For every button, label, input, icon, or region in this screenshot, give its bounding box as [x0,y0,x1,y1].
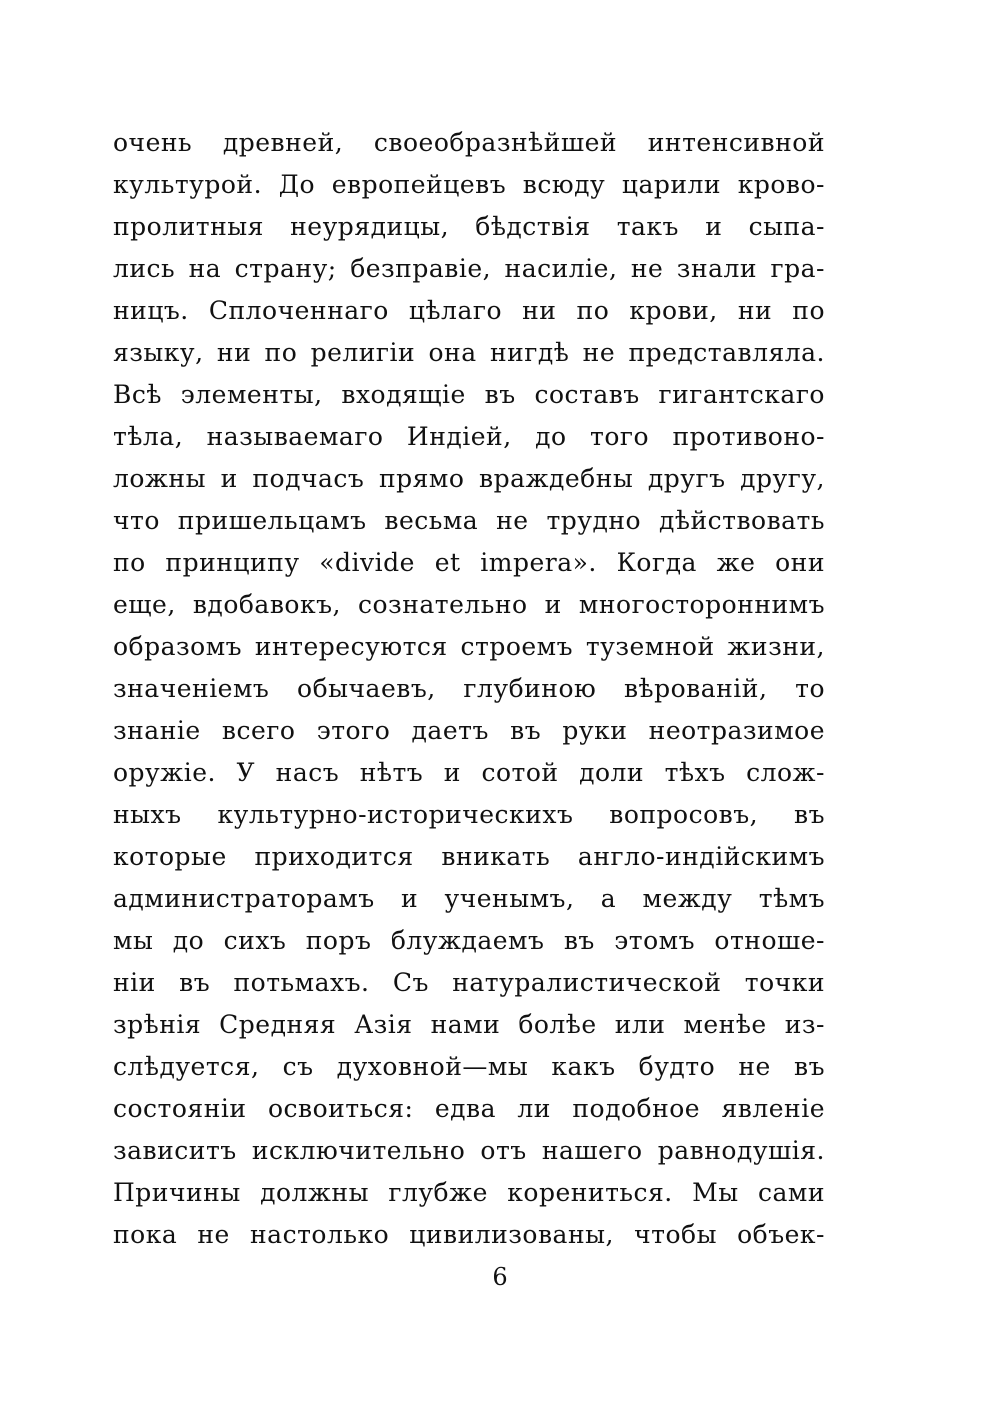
text-line-4: лись на страну; безправіе, насиліе, не знали гра- [113,254,825,283]
text-line-13: образомъ интересуются строемъ туземной жизни, [113,632,825,661]
text-line-11: по принципу «divide et impera». Когда же они [113,548,825,577]
text-line-8: тѣла, называемаго Индіей, до того противоно- [113,422,825,451]
text-line-16: оружіе. У насъ нѣтъ и сотой доли тѣхъ слож- [113,758,825,787]
text-line-14: значеніемъ обычаевъ, глубиною вѣрованій, то [113,674,825,703]
text-line-3: пролитныя неурядицы, бѣдствія такъ и сыпа- [113,212,825,241]
text-line-19: администраторамъ и ученымъ, а между тѣмъ [113,884,825,913]
text-line-24: состояніи освоиться: едва ли подобное явленіе [113,1094,825,1123]
text-line-5: ницъ. Сплоченнаго цѣлаго ни по крови, ни по [113,296,825,325]
text-line-21: ніи въ потьмахъ. Съ натуралистической точки [113,968,825,997]
text-line-18: которые приходится вникать англо-индійскимъ [113,842,825,871]
text-line-1: очень древней, своеобразнѣйшей интенсивной [113,128,825,157]
text-line-23: слѣдуется, съ духовной—мы какъ будто не въ [113,1052,825,1081]
text-line-2: культурой. До европейцевъ всюду царили крово- [113,170,825,199]
text-line-20: мы до сихъ поръ блуждаемъ въ этомъ отноше- [113,926,825,955]
text-line-15: знаніе всего этого даетъ въ руки неотразимое [113,716,825,745]
text-line-17: ныхъ культурно-историческихъ вопросовъ, въ [113,800,825,829]
text-line-27: пока не настолько цивилизованы, чтобы объек- [113,1220,825,1249]
body-text [113,122,825,1256]
text-line-7: Всѣ элементы, входящіе въ составъ гигантскаго [113,380,825,409]
text-line-26: Причины должны глубже корениться. Мы сами [113,1178,825,1207]
text-line-25: зависитъ исключительно отъ нашего равнодушія. [113,1136,825,1165]
text-line-12: еще, вдобавокъ, сознательно и многостороннимъ [113,590,825,619]
text-line-9: ложны и подчасъ прямо враждебны другъ другу, [113,464,825,493]
page-number: 6 [492,1263,508,1291]
text-line-22: зрѣнія Средняя Азія нами болѣе или менѣе из- [113,1010,825,1039]
text-line-6: языку, ни по религіи она нигдѣ не представляла. [113,338,825,367]
text-line-10: что пришельцамъ весьма не трудно дѣйствовать [113,506,825,535]
